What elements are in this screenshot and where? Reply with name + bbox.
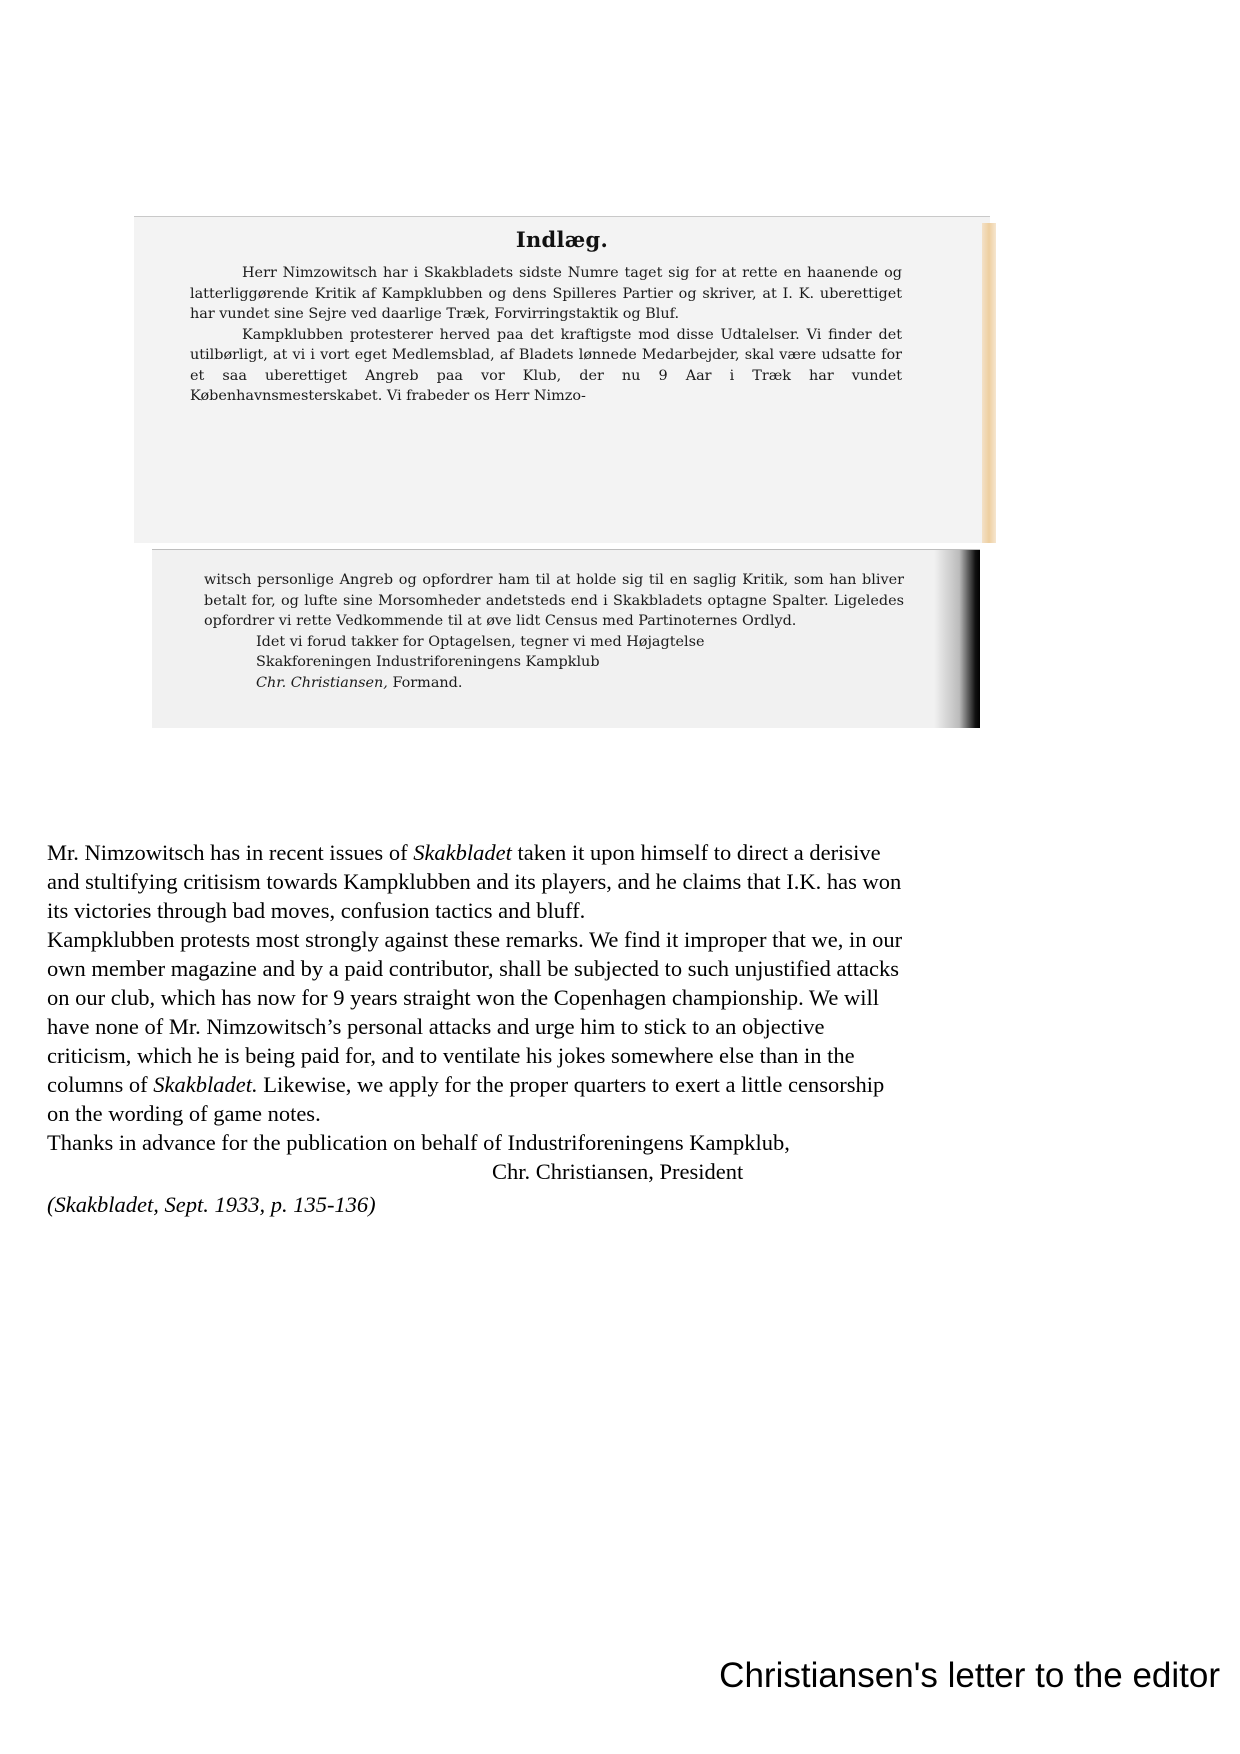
publication-name: Skakbladet xyxy=(413,840,512,865)
clipping-paragraph: Herr Nimzowitsch har i Skakbladets sidste Numre taget sig for at rette en haanende og latterliggørende Kritik af Kampklubben og dens Spilleres Partier og skriver, at I. K. uberettiget har vundet sine Sejre ved daarlige Træk, Forvirringstaktik og Bluf. xyxy=(190,265,902,322)
publication-name: Skakbladet. xyxy=(153,1072,258,1097)
translation-paragraph-1 xyxy=(47,838,907,925)
clipping-club: Skakforeningen Industriforeningens Kampklub xyxy=(256,654,600,670)
newspaper-clipping-top xyxy=(134,216,990,543)
page-caption: Christiansen's letter to the editor xyxy=(719,1656,1220,1695)
clipping-text-bottom xyxy=(204,570,904,693)
newspaper-clipping-bottom xyxy=(152,549,980,728)
english-translation xyxy=(47,838,907,1219)
translation-paragraph-2 xyxy=(47,925,907,1128)
text-run: Mr. Nimzowitsch has in recent issues of xyxy=(47,840,414,865)
translation-signature: Chr. Christiansen, President xyxy=(492,1159,744,1184)
clipping-signature xyxy=(204,673,904,694)
signature-name: Chr. Christiansen, xyxy=(256,674,388,691)
clipping-title: Indlæg. xyxy=(515,227,609,252)
clipping-tan-edge xyxy=(982,223,996,543)
clipping-paragraph: Kampklubben protesterer herved paa det kraftigste mod disse Udtalelser. Vi finder det utilbørligt, at vi i vort eget Medlemsblad, af Bladets lønnede Medarbejder, skal være udsatte for et saa uberettiget Angreb paa vor Klub, der nu 9 Aar i Træk har vundet Københavnsmesterskabet. Vi frabeder os Herr Nimzo- xyxy=(190,326,902,404)
scan-shadow xyxy=(934,550,980,728)
signature-title: Formand. xyxy=(392,674,463,691)
clipping-text-top xyxy=(190,263,902,407)
translation-paragraph-3: Thanks in advance for the publication on behalf of Industriforeningens Kampklub, xyxy=(47,1130,790,1155)
clipping-closing: Idet vi forud takker for Optagelsen, tegner vi med Højagtelse xyxy=(256,633,705,650)
text-run: Likewise, we apply for the proper quarters to exert a little censorship on the wording of game notes. xyxy=(47,1072,885,1126)
clipping-paragraph: witsch personlige Angreb og opfordrer ham til at holde sig til en saglig Kritik, som han bliver betalt for, og lufte sine Morsomheder andetsteds end i Skakbladets optagne Spalter. Ligeledes opfordrer vi rette Vedkommende til at øve lidt Census med Partinoternes Ordlyd. xyxy=(204,572,904,629)
citation: (Skakbladet, Sept. 1933, p. 135-136) xyxy=(47,1192,376,1217)
text-run: taken it upon himself to direct a derisive and stultifying critisism towards Kampklubben and its players, and he claims that I.K. has won its victories through bad moves, confusion tactics and bluff. xyxy=(47,840,902,923)
text-run: Kampklubben protests most strongly against these remarks. We find it improper that we, in our own member magazine and by a paid contributor, shall be subjected to such unjustified attacks on our club, which has now for 9 years straight won the Copenhagen championship. We will have none of Mr. Nimzowitsch’s personal attacks and urge him to stick to an objective criticism, which he is being paid for, and to ventilate his jokes somewhere else than in the columns of xyxy=(47,927,903,1097)
